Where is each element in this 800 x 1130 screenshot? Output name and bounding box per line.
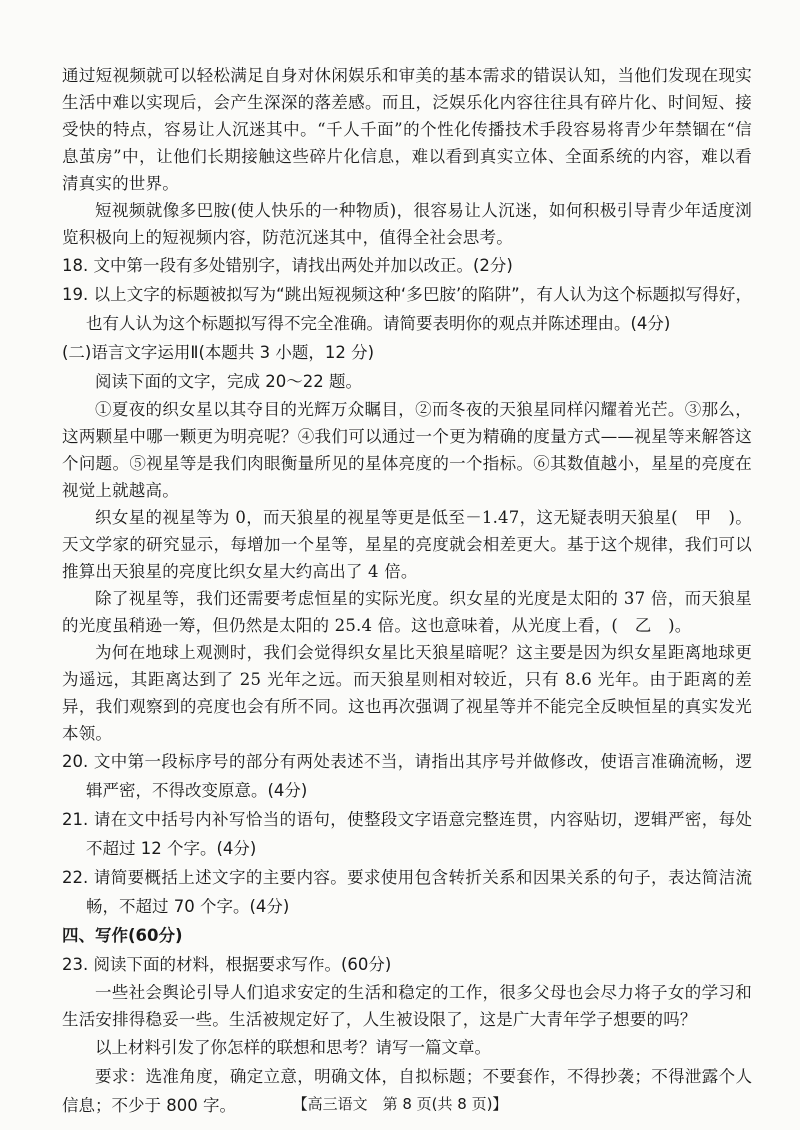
passage-2-paragraph-2: 织女星的视星等为 0，而天狼星的视星等更是低至－1.47，这无疑表明天狼星( 甲 )。天文学家的研究显示，每增加一个星等，星星的亮度就会相差更大。基于这个规律，我们可以推算出天狼星的亮度比织女星大约高出了 4 倍。 [62, 508, 752, 581]
question-20: 20. 文中第一段标序号的部分有两处表述不当，请指出其序号并做修改，使语言准确流畅，逻辑严密，不得改变原意。(4分) [62, 752, 752, 800]
question-23-prompt: 以上材料引发了你怎样的联想和思考？请写一篇文章。 [95, 1038, 491, 1057]
question-23-material: 一些社会舆论引导人们追求安定的生活和稳定的工作，很多父母也会尽力将子女的学习和生活安排得稳妥一些。生活被规定好了，人生被设限了，这是广大青年学子想要的吗？ [62, 983, 752, 1029]
passage-2-paragraph-4: 为何在地球上观测时，我们会觉得织女星比天狼星暗呢？这主要是因为织女星距离地球更为遥远，其距离达到了 25 光年之远。而天狼星则相对较近，只有 8.6 光年。由于距离的差异，我们观察到的亮度也会有所不同。这也再次强调了视星等并不能完全反映恒星的真实发光本领。 [62, 643, 752, 743]
section-2-instruction: 阅读下面的文字，完成 20～22 题。 [95, 372, 362, 391]
exam-page [62, 62, 752, 1120]
passage-continued-paragraph-1: 通过短视频就可以轻松满足自身对休闲娱乐和审美的基本需求的错误认知，当他们发现在现实生活中难以实现后，会产生深深的落差感。而且，泛娱乐化内容往往具有碎片化、时间短、接受快的特点，容易让人沉迷其中。“千人千面”的个性化传播技术手段容易将青少年禁锢在“信息茧房”中，让他们长期接触这些碎片化信息，难以看到真实立体、全面系统的内容，难以看清真实的世界。 [62, 66, 752, 193]
question-21: 21. 请在文中括号内补写恰当的语句，使整段文字语意完整连贯，内容贴切，逻辑严密，每处不超过 12 个字。(4分) [62, 810, 752, 858]
question-22: 22. 请简要概括上述文字的主要内容。要求使用包含转折关系和因果关系的句子，表达简洁流畅，不超过 70 个字。(4分) [62, 868, 752, 916]
page-footer: 【高三语文 第 8 页(共 8 页)】 [292, 1095, 508, 1113]
question-18: 18. 文中第一段有多处错别字，请找出两处并加以改正。(2分) [62, 256, 513, 275]
passage-2-paragraph-1: ①夏夜的织女星以其夺目的光辉万众瞩目，②而冬夜的天狼星同样闪耀着光芒。③那么，这两颗星中哪一颗更为明亮呢？④我们可以通过一个更为精确的度量方式——视星等来解答这个问题。⑤视星等是我们肉眼衡量所见的星体亮度的一个指标。⑥其数值越小，星星的亮度在视觉上就越高。 [62, 400, 752, 500]
passage-continued-paragraph-2: 短视频就像多巴胺(使人快乐的一种物质)，很容易让人沉迷，如何积极引导青少年适度浏览积极向上的短视频内容，防范沉迷其中，值得全社会思考。 [62, 201, 752, 247]
question-23-requirements: 要求：选准角度，确定立意，明确文体，自拟标题；不要套作，不得抄袭；不得泄露个人信息；不少于 800 字。 [62, 1067, 752, 1115]
section-4-title: 四、写作(60分) [62, 926, 183, 945]
section-2-title: (二)语言文字运用Ⅱ(本题共 3 小题，12 分) [62, 343, 375, 362]
question-23: 23. 阅读下面的材料，根据要求写作。(60分) [62, 955, 392, 974]
question-19: 19. 以上文字的标题被拟写为“跳出短视频这种‘多巴胺’的陷阱”，有人认为这个标题拟写得好，也有人认为这个标题拟写得不完全准确。请简要表明你的观点并陈述理由。(4分) [62, 285, 752, 333]
passage-2-paragraph-3: 除了视星等，我们还需要考虑恒星的实际光度。织女星的光度是太阳的 37 倍，而天狼星的光度虽稍逊一筹，但仍然是太阳的 25.4 倍。这也意味着，从光度上看，( 乙 )。 [62, 589, 752, 635]
